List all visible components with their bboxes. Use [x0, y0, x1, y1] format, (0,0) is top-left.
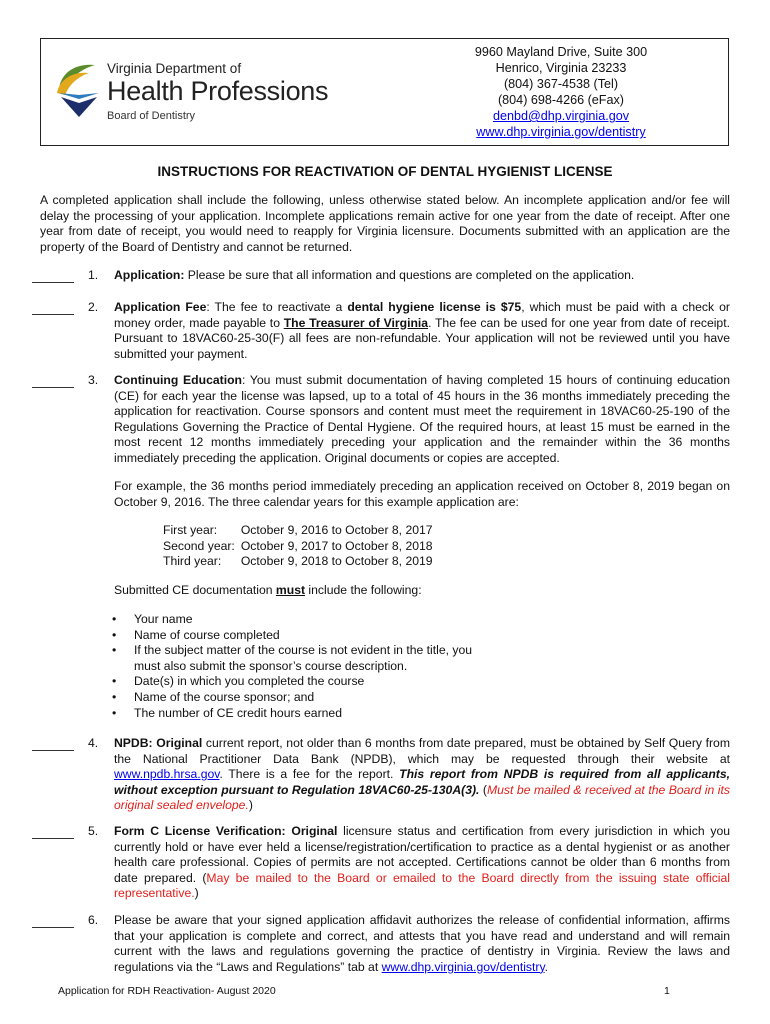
logo-line-3: Board of Dentistry [107, 110, 196, 122]
item-1-text [114, 268, 730, 284]
email-link[interactable]: denbd@dhp.virginia.gov [492, 109, 630, 123]
dhp-logo [55, 57, 355, 127]
item-number-6: 6. [88, 913, 99, 927]
list-item: • Date(s) in which you completed the course [110, 674, 480, 690]
list-item: • Name of course completed [110, 628, 480, 644]
logo-line-1: Virginia Department of [107, 61, 242, 76]
item-3-body: : You must submit documentation of having completed 15 hours of continuing education (CE) for each year the license was lapsed, up to a total of 45 hours in the 36 months immediately preceding the application for reactivation. Course sponsors and content must meet the requirement in 18VAC60-25-190 of the Regulations Governing the Practice of Dental Hygiene. Of the required hours, at least 15 must be earned in the most recent 12 months immediately preceding your application and the remainder within the 36 months immediately preceding the application. Original documents or copies are accepted. [114, 373, 730, 465]
page-number: 1 [664, 985, 670, 997]
item-5-label: Form C License Verification: Original [114, 824, 338, 838]
item-6-text [114, 913, 730, 975]
item-1-label: Application: [114, 268, 185, 282]
item-3-text [114, 373, 730, 467]
example-year-label: First year: [163, 523, 218, 537]
checkbox-blank-5[interactable] [32, 838, 74, 839]
address-efax: (804) 698-4266 (eFax) [497, 93, 624, 107]
ce-example-intro: For example, the 36 months period immediately preceding an application received on October 8, 2019 began on October 9, 2016. The three calendar years for this example application are: [114, 479, 730, 509]
item-2-body-2: , which must be paid with a check or money order, made payable to [114, 300, 730, 330]
ce-example-table [163, 523, 439, 570]
item-number-5: 5. [88, 824, 99, 838]
example-year-label: Third year: [163, 554, 222, 569]
ce-requirements-list [110, 612, 480, 721]
item-2-text [114, 300, 730, 362]
logo-line-2: Health Professions [107, 76, 329, 106]
table-row [163, 523, 439, 539]
item-2-body-1: : The fee to reactivate a [206, 300, 348, 314]
ce-must-include [114, 583, 730, 599]
item-3-label: Continuing Education [114, 373, 242, 387]
letterhead [40, 38, 729, 146]
item-4-paren-close: ) [248, 798, 253, 813]
item-5-text [114, 824, 730, 902]
item-number-1: 1. [88, 268, 99, 282]
board-address [411, 44, 711, 140]
item-2-payee: The Treasurer of Virginia [283, 315, 429, 330]
must-pre: Submitted CE documentation [114, 583, 276, 597]
footer-title: Application for RDH Reactivation- August 2020 [58, 985, 276, 997]
list-item: • Name of the course sponsor; and [110, 690, 480, 706]
npdb-link[interactable]: www.npdb.hrsa.gov [114, 767, 220, 782]
item-2-label: Application Fee [114, 300, 207, 314]
item-5-body-1: licensure status and certification from every jurisdiction in which you currently hold or have ever held a license/registration/certification to practice as a dental hygienist or as another health care professional. Copies of permits are not accepted. Certifications cannot be older than 6 months from date prepared. ( [114, 824, 730, 885]
item-6-body-2: . [544, 959, 549, 974]
list-item: • Your name [110, 612, 480, 628]
intro-paragraph: A completed application shall include the following, unless otherwise stated below. An incomplete application and/or fee will delay the processing of your application. Incomplete applications remain active for one year from the date of receipt. After one year from date of receipt, you would need to reapply for Virginia licensure. Documents submitted with an application are the property of the Board of Dentistry and cannot be returned. [40, 193, 730, 254]
item-4-paren-open: ( [479, 782, 487, 797]
checkbox-blank-3[interactable] [32, 387, 74, 388]
laws-link[interactable]: www.dhp.virginia.gov/dentistry [381, 959, 545, 974]
address-street: 9960 Mayland Drive, Suite 300 [474, 45, 648, 59]
website-link[interactable]: www.dhp.virginia.gov/dentistry [476, 125, 646, 139]
item-4-label: NPDB: Original [114, 736, 203, 750]
item-4-text [114, 736, 730, 814]
must-post: include the following: [305, 583, 422, 597]
item-6-body-1: Please be aware that your signed application affidavit authorizes the release of confidential information, affirms that your application is complete and correct, and attests that you have read and understand and will remain current with the laws and regulations governing the practice of dentistry in Virginia. Review the laws and regulations via the “Laws and Regulations” tab at [114, 913, 730, 974]
item-4-requirement: This report from NPDB is required from all applicants, without exception pursuant to Regulation 18VAC60-25-130A(3). [114, 767, 730, 797]
checkbox-blank-2[interactable] [32, 314, 74, 315]
example-year-range: October 9, 2017 to October 8, 2018 [240, 538, 433, 553]
table-row [163, 539, 439, 555]
example-year-label: Second year: [163, 538, 235, 553]
address-city: Henrico, Virginia 23233 [495, 61, 627, 75]
item-4-body-2: . There is a fee for the report. [219, 767, 400, 782]
item-number-2: 2. [88, 300, 99, 314]
list-item: • The number of CE credit hours earned [110, 706, 480, 722]
example-year-range: October 9, 2016 to October 8, 2017 [240, 523, 433, 537]
example-year-range: October 9, 2018 to October 8, 2019 [240, 554, 433, 569]
must-word: must [275, 583, 306, 597]
item-number-3: 3. [88, 373, 99, 387]
address-tel: (804) 367-4538 (Tel) [503, 77, 619, 91]
checkbox-blank-4[interactable] [32, 750, 74, 751]
list-item: • If the subject matter of the course is not evident in the title, you must also submit the sponsor’s course description. [110, 643, 480, 674]
dhp-emblem-icon [55, 59, 101, 119]
checkbox-blank-1[interactable] [32, 282, 74, 283]
item-2-fee: dental hygiene license is $75 [347, 300, 522, 314]
item-1-body: Please be sure that all information and questions are completed on the application. [184, 268, 635, 282]
page-title: INSTRUCTIONS FOR REACTIVATION OF DENTAL HYGIENIST LICENSE [157, 164, 613, 179]
item-number-4: 4. [88, 736, 99, 750]
item-4-mail-note: Must be mailed & received at the Board in its original sealed envelope. [114, 782, 730, 813]
item-2-body-3: . The fee can be used for one year from date of receipt. Pursuant to 18VAC60-25-30(F) all fees are non-refundable. Your application will not be reviewed until you have submitted your payment. [114, 315, 730, 361]
table-row [163, 554, 439, 570]
item-5-paren-close: ) [194, 886, 199, 901]
item-5-mail-note: May be mailed to the Board or emailed to the Board directly from the issuing state official representative. [114, 870, 730, 901]
item-4-body-1: current report, not older than 6 months from date prepared, must be obtained by Self Query from the National Practitioner Data Bank (NPDB), which may be requested through their website at [114, 736, 730, 766]
checkbox-blank-6[interactable] [32, 927, 74, 928]
